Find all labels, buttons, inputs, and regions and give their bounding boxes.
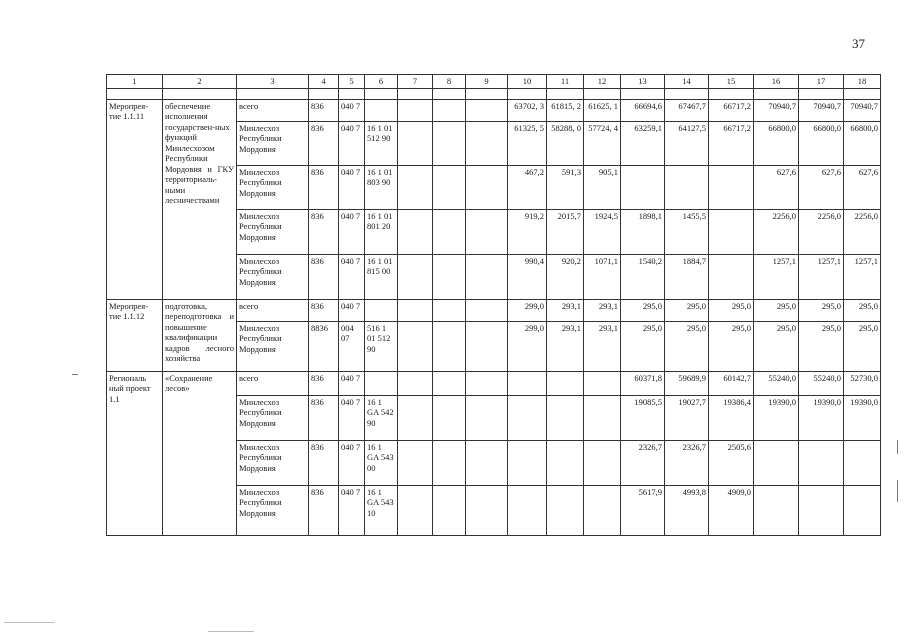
value-cell: 19085,5 [621,395,665,440]
value-cell [584,395,621,440]
measure-name: Меропрея-тие 1.1.11 [107,99,163,299]
value-cell: 295,0 [709,321,754,371]
value-cell [844,485,881,535]
executor-cell: всего [237,299,309,321]
value-cell: 58288, 0 [547,121,584,165]
value-cell: 295,0 [665,299,709,321]
value-cell [799,440,844,485]
value-cell [754,485,799,535]
value-cell: 66717,2 [709,99,754,121]
value-cell [709,165,754,209]
code-cell: 516 1 01 512 90 [365,321,398,371]
value-cell: 67467,7 [665,99,709,121]
value-cell: 295,0 [844,299,881,321]
value-cell: 64127,5 [665,121,709,165]
measure-name: Региональ ный проект 1.1 [107,371,163,535]
code-cell: 040 7 [339,165,365,209]
value-cell: 295,0 [799,321,844,371]
value-cell [584,485,621,535]
header-cell: 1 [107,75,163,89]
value-cell: 1455,5 [665,209,709,254]
code-cell: 16 1 01 512 90 [365,121,398,165]
code-cell: 040 7 [339,395,365,440]
value-cell: 2256,0 [844,209,881,254]
code-cell: 16 1 01 815 00 [365,254,398,299]
header-cell: 14 [665,75,709,89]
value-cell: 19390,0 [799,395,844,440]
code-cell: 8836 [309,321,339,371]
value-cell: 66694,6 [621,99,665,121]
code-cell [365,299,398,321]
value-cell: 66800,0 [844,121,881,165]
header-cell: 16 [754,75,799,89]
value-cell: 293,1 [547,299,584,321]
value-cell: 295,0 [754,299,799,321]
header-row [107,75,881,89]
value-cell: 627,6 [754,165,799,209]
value-cell: 70940,7 [844,99,881,121]
measure-description: обеспечение исполнения государствен-ных функций Минлесхозом Республики Мордовия и ГКУ территориаль-ными лесничествами [163,99,237,299]
value-cell: 1071,1 [584,254,621,299]
value-cell: 55240,0 [799,371,844,395]
executor-cell: Минлесхоз Республики Мордовия [237,165,309,209]
table-row [107,371,881,395]
value-cell [799,485,844,535]
value-cell [547,440,584,485]
code-cell: 040 7 [339,485,365,535]
code-cell: 16 1 01 803 90 [365,165,398,209]
page-number: 37 [852,36,865,51]
value-cell: 920,2 [547,254,584,299]
value-cell: 295,0 [754,321,799,371]
code-cell: 836 [309,299,339,321]
value-cell: 1257,1 [844,254,881,299]
code-cell: 16 1 GA 543 00 [365,440,398,485]
budget-table [106,74,881,536]
value-cell: 4993,8 [665,485,709,535]
value-cell: 299,0 [508,321,547,371]
header-cell: 2 [163,75,237,89]
code-cell: 040 7 [339,440,365,485]
value-cell: 19386,4 [709,395,754,440]
code-cell: 16 1 GA 542 90 [365,395,398,440]
value-cell [584,440,621,485]
value-cell [547,371,584,395]
value-cell: 63702, 3 [508,99,547,121]
executor-cell: Минлесхоз Республики Мордовия [237,395,309,440]
value-cell: 299,0 [508,299,547,321]
value-cell: 2256,0 [799,209,844,254]
value-cell: 2505,6 [709,440,754,485]
value-cell: 59689,9 [665,371,709,395]
header-cell: 13 [621,75,665,89]
value-cell: 70940,7 [799,99,844,121]
value-cell: 627,6 [799,165,844,209]
code-cell: 836 [309,254,339,299]
code-cell: 836 [309,371,339,395]
value-cell [508,395,547,440]
value-cell [508,440,547,485]
code-cell: 836 [309,209,339,254]
value-cell: 2256,0 [754,209,799,254]
value-cell: 61815, 2 [547,99,584,121]
header-cell: 6 [365,75,398,89]
value-cell: 1924,5 [584,209,621,254]
value-cell [547,395,584,440]
value-cell: 467,2 [508,165,547,209]
header-cell: 8 [433,75,466,89]
code-cell: 040 7 [339,121,365,165]
value-cell: 61625, 1 [584,99,621,121]
measure-description: «Сохранение лесов» [163,371,237,535]
executor-cell: Минлесхоз Республики Мордовия [237,321,309,371]
value-cell: 295,0 [844,321,881,371]
value-cell: 1884,7 [665,254,709,299]
value-cell [508,371,547,395]
table-row [107,299,881,321]
value-cell: 19027,7 [665,395,709,440]
value-cell [621,165,665,209]
value-cell: 2326,7 [665,440,709,485]
code-cell: 836 [309,440,339,485]
code-cell [365,371,398,395]
value-cell: 293,1 [584,321,621,371]
value-cell: 990,4 [508,254,547,299]
code-cell: 040 7 [339,371,365,395]
value-cell: 52730,0 [844,371,881,395]
header-cell: 11 [547,75,584,89]
value-cell [584,371,621,395]
value-cell: 293,1 [547,321,584,371]
value-cell: 19390,0 [754,395,799,440]
measure-name: Меропрея-тие 1.1.12 [107,299,163,371]
value-cell: 19390,0 [844,395,881,440]
value-cell: 2015,7 [547,209,584,254]
value-cell: 60142,7 [709,371,754,395]
value-cell: 295,0 [799,299,844,321]
value-cell: 293,1 [584,299,621,321]
value-cell [844,440,881,485]
header-cell: 7 [398,75,433,89]
value-cell: 2326,7 [621,440,665,485]
header-cell: 3 [237,75,309,89]
executor-cell: всего [237,371,309,395]
value-cell: 66717,2 [709,121,754,165]
value-cell: 1540,2 [621,254,665,299]
header-cell: 15 [709,75,754,89]
scan-mark [208,631,254,632]
code-cell: 004 07 [339,321,365,371]
value-cell: 295,0 [709,299,754,321]
value-cell: 4909,0 [709,485,754,535]
value-cell: 57724, 4 [584,121,621,165]
code-cell: 836 [309,99,339,121]
executor-cell: Минлесхоз Республики Мордовия [237,485,309,535]
header-cell: 4 [309,75,339,89]
header-cell: 9 [466,75,508,89]
value-cell: 591,3 [547,165,584,209]
value-cell [665,165,709,209]
executor-cell: Минлесхоз Республики Мордовия [237,440,309,485]
spacer-row [107,88,881,99]
code-cell [365,99,398,121]
value-cell: 66800,0 [754,121,799,165]
value-cell: 295,0 [621,321,665,371]
code-cell: 16 1 GA 543 10 [365,485,398,535]
value-cell: 1257,1 [799,254,844,299]
code-cell: 836 [309,121,339,165]
code-cell: 040 7 [339,254,365,299]
value-cell: 66800,0 [799,121,844,165]
executor-cell: Минлесхоз Республики Мордовия [237,254,309,299]
scan-mark [72,374,78,375]
code-cell: 040 7 [339,99,365,121]
code-cell: 836 [309,485,339,535]
header-cell: 10 [508,75,547,89]
value-cell: 919,2 [508,209,547,254]
value-cell: 905,1 [584,165,621,209]
code-cell: 836 [309,395,339,440]
value-cell [547,485,584,535]
value-cell: 60371,8 [621,371,665,395]
header-cell: 5 [339,75,365,89]
header-cell: 12 [584,75,621,89]
value-cell: 295,0 [665,321,709,371]
code-cell: 040 7 [339,209,365,254]
value-cell: 295,0 [621,299,665,321]
value-cell: 61325, 5 [508,121,547,165]
value-cell: 1898,1 [621,209,665,254]
value-cell [709,254,754,299]
value-cell [508,485,547,535]
executor-cell: всего [237,99,309,121]
value-cell: 63259,1 [621,121,665,165]
scan-mark [4,622,54,623]
scan-mark [897,480,898,502]
code-cell: 836 [309,165,339,209]
executor-cell: Минлесхоз Республики Мордовия [237,121,309,165]
value-cell: 627,6 [844,165,881,209]
measure-description: подготовка, переподготовка и повышение квалификации кадров лесного хозяйства [163,299,237,371]
header-cell: 18 [844,75,881,89]
table-row [107,99,881,121]
value-cell [709,209,754,254]
value-cell: 1257,1 [754,254,799,299]
value-cell: 55240,0 [754,371,799,395]
value-cell [754,440,799,485]
value-cell: 5617,9 [621,485,665,535]
scan-mark [897,440,898,454]
header-cell: 17 [799,75,844,89]
value-cell: 70940,7 [754,99,799,121]
executor-cell: Минлесхоз Республики Мордовия [237,209,309,254]
code-cell: 040 7 [339,299,365,321]
code-cell: 16 1 01 801 20 [365,209,398,254]
